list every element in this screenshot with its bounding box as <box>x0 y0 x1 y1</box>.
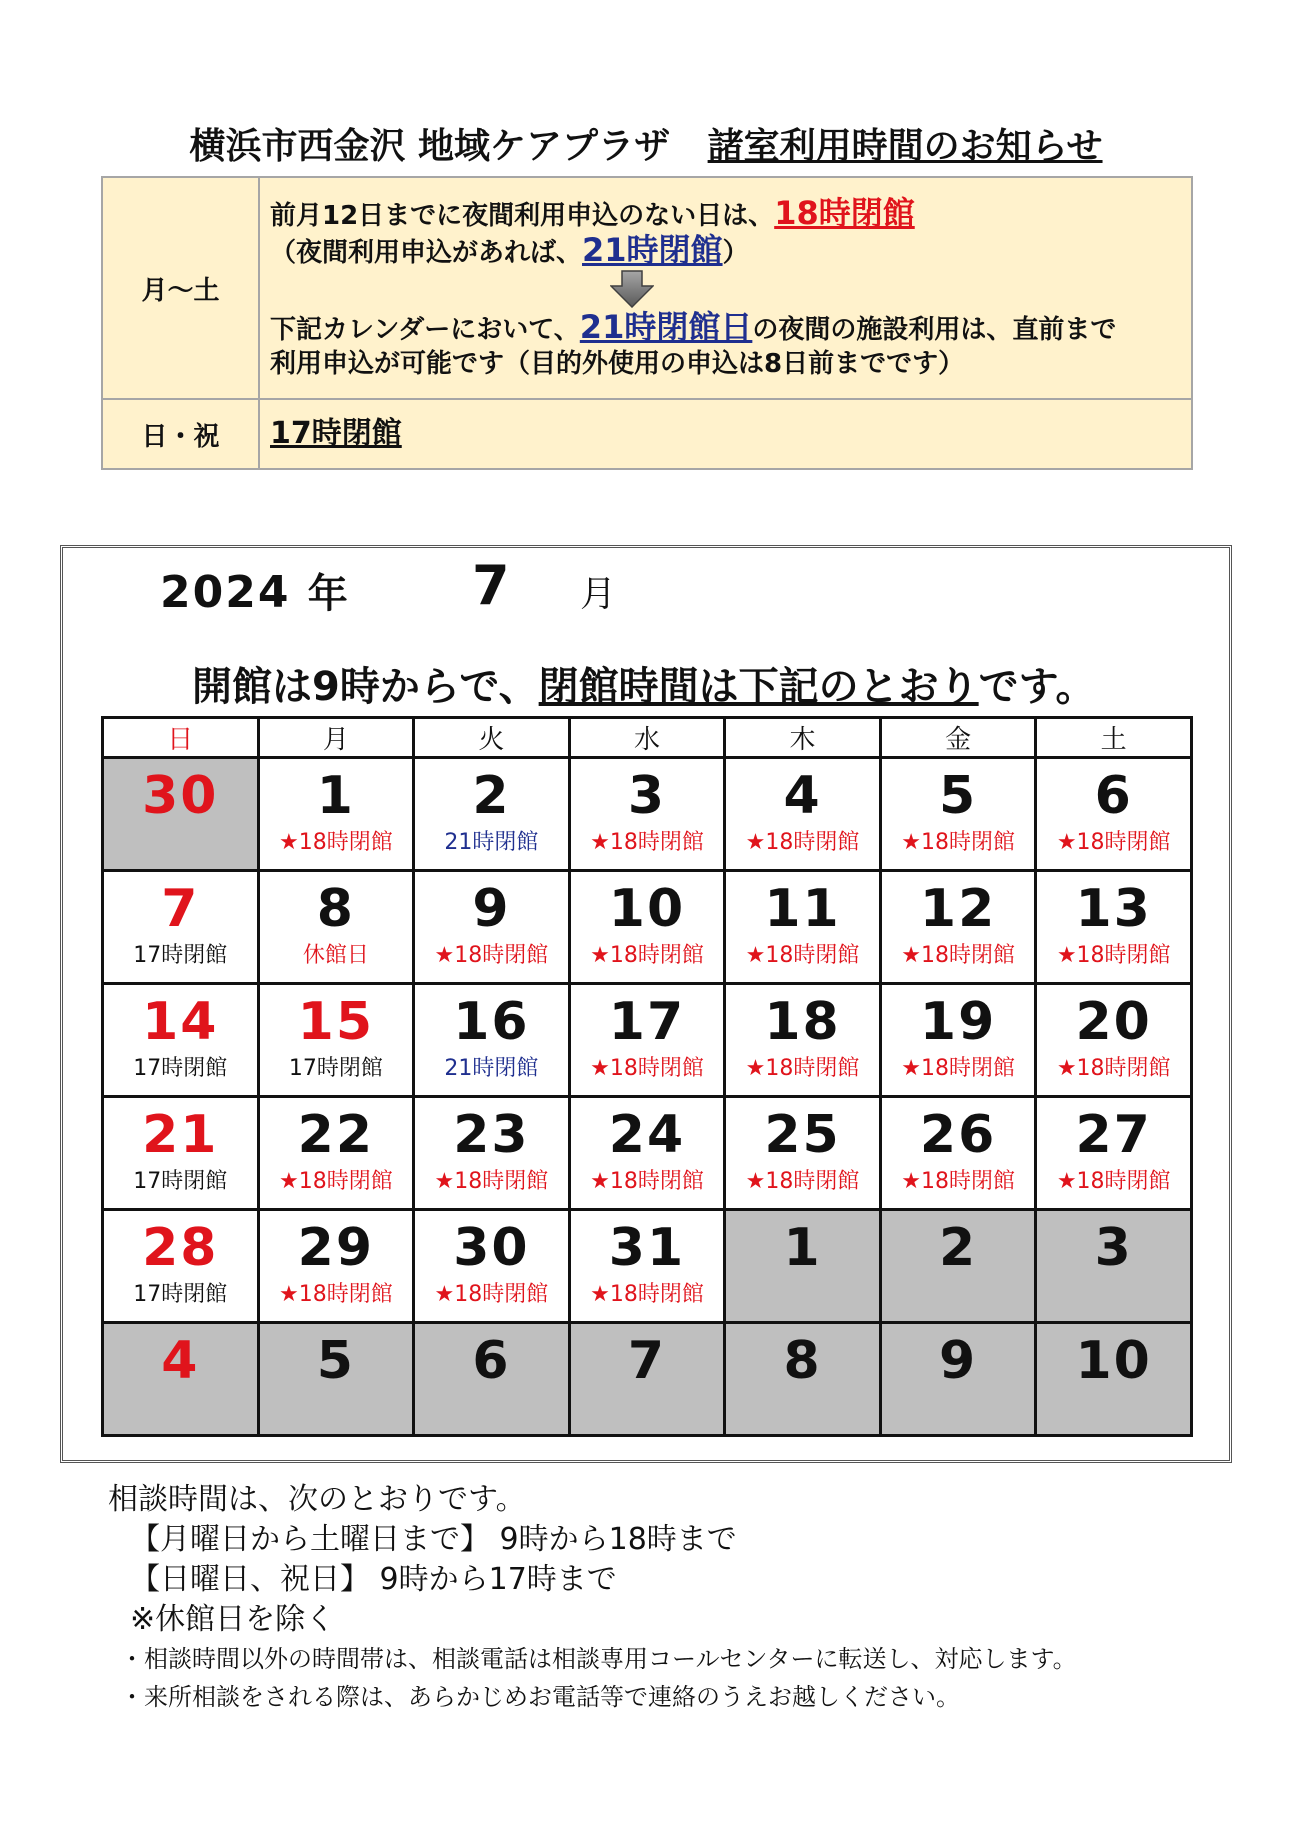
title-subject: 諸室利用時間のお知らせ <box>707 126 1103 167</box>
closing-time-label: 17時閉館 <box>133 1282 228 1307</box>
visit-note: ・来所相談をされる際は、あらかじめお電話等で連絡のうえお越しください。 <box>120 1683 960 1711</box>
day-number: 29 <box>297 1218 375 1278</box>
calendar-body <box>103 758 1192 1436</box>
calendar-day-cell <box>725 984 881 1097</box>
day-number: 25 <box>764 1105 841 1165</box>
weekday-header: 金 <box>880 718 1036 758</box>
closing-time-label: ★18時閉館 <box>1056 1056 1171 1081</box>
closing-time-label: ★18時閉館 <box>1056 1169 1171 1194</box>
day-number: 9 <box>939 1331 978 1391</box>
calendar-day-cell <box>103 1323 259 1436</box>
calendar-day-cell <box>1036 871 1192 984</box>
calendar-day-cell <box>725 1097 881 1210</box>
closing-time-label: ★18時閉館 <box>278 830 393 855</box>
calendar-day-cell <box>414 758 570 871</box>
calendar-day-cell <box>258 758 414 871</box>
notice-emphasis: 閉館時間は下記のとおり <box>538 664 979 710</box>
closing-time-label: 17時閉館 <box>133 943 228 968</box>
closing-time-label: ★18時閉館 <box>434 1282 549 1307</box>
day-number: 1 <box>316 766 355 826</box>
calendar-day-cell <box>569 1210 725 1323</box>
day-number: 22 <box>297 1105 375 1165</box>
calendar-day-cell <box>103 871 259 984</box>
calendar-day-cell <box>414 1323 570 1436</box>
weekday-header: 木 <box>725 718 881 758</box>
closing-time-label: ★18時閉館 <box>745 1056 860 1081</box>
calendar-week-row <box>103 758 1192 871</box>
calendar-day-cell <box>880 984 1036 1097</box>
closing-time-label: ★18時閉館 <box>901 1169 1015 1194</box>
day-number: 10 <box>608 879 686 939</box>
info-line-3-post: の夜間の施設利用は、直前まで <box>752 314 1117 345</box>
consultation-intro: 相談時間は、次のとおりです。 <box>108 1482 526 1517</box>
calendar-day-cell <box>880 871 1036 984</box>
day-number: 6 <box>1094 766 1133 826</box>
calendar-day-cell <box>414 1210 570 1323</box>
calendar-grid <box>101 716 1193 1437</box>
hours-info-table <box>101 176 1193 470</box>
weekday-header: 日 <box>103 718 259 758</box>
info-line-1-text: 前月12日までに夜間利用申込のない日は、 <box>270 200 775 231</box>
day-number: 10 <box>1075 1331 1152 1391</box>
closing-time-label: 17時閉館 <box>133 1169 228 1194</box>
info-line-2-text: （夜間利用申込があれば、 <box>270 237 583 268</box>
day-number: 19 <box>919 992 997 1052</box>
closing-time-label: 21時閉館 <box>444 830 539 855</box>
year-unit: 年 <box>307 571 350 617</box>
calendar-day-cell <box>414 984 570 1097</box>
calendar-day-cell <box>103 1210 259 1323</box>
day-number: 1 <box>783 1218 822 1278</box>
day-number: 31 <box>608 1218 686 1278</box>
calendar-day-cell <box>725 758 881 871</box>
day-number: 2 <box>472 766 511 826</box>
calendar-day-cell <box>258 1097 414 1210</box>
day-number: 3 <box>1094 1218 1133 1278</box>
calendar-day-cell <box>1036 1210 1192 1323</box>
day-number: 2 <box>939 1218 978 1278</box>
year-number: 2024 <box>160 567 291 618</box>
closing-time-label: ★18時閉館 <box>745 943 860 968</box>
notice-text: 開館は9時からで、 <box>192 664 539 710</box>
weekday-description <box>259 177 1192 399</box>
day-number: 8 <box>783 1331 822 1391</box>
info-line-3 <box>270 307 1191 347</box>
closing-time-label: ★18時閉館 <box>901 1056 1015 1081</box>
closing-time-label: ★18時閉館 <box>745 1169 860 1194</box>
calendar-day-cell <box>569 1323 725 1436</box>
day-number: 5 <box>939 766 978 826</box>
calendar-day-cell <box>414 1097 570 1210</box>
day-number: 11 <box>764 879 841 939</box>
day-number: 9 <box>472 879 511 939</box>
calendar-week-row <box>103 984 1192 1097</box>
weekday-header: 土 <box>1036 718 1192 758</box>
notice-end: です。 <box>978 664 1096 710</box>
calendar-day-cell <box>880 758 1036 871</box>
closing-21-emphasis: 21時閉館 <box>582 230 723 269</box>
day-number: 16 <box>453 992 530 1052</box>
info-line-3-text: 下記カレンダーにおいて、 <box>270 314 580 345</box>
calendar-day-cell <box>414 871 570 984</box>
day-number: 23 <box>453 1105 530 1165</box>
closing-time-label: ★18時閉館 <box>590 830 704 855</box>
closing-time-label: ★18時閉館 <box>901 943 1015 968</box>
weekday-header-row <box>103 718 1192 758</box>
day-number: 7 <box>627 1331 667 1391</box>
day-number: 14 <box>142 992 219 1052</box>
day-number: 24 <box>608 1105 686 1165</box>
day-number: 3 <box>627 766 667 826</box>
closing-time-label: ★18時閉館 <box>278 1282 393 1307</box>
closing-18-emphasis: 18時閉館 <box>774 193 915 232</box>
calendar-day-cell <box>258 984 414 1097</box>
closing-time-label: ★18時閉館 <box>434 943 549 968</box>
day-number: 28 <box>142 1218 219 1278</box>
closing-time-label: ★18時閉館 <box>434 1169 549 1194</box>
calendar-day-cell <box>569 758 725 871</box>
weekday-header: 水 <box>569 718 725 758</box>
after-hours-note: ・相談時間以外の時間帯は、相談電話は相談専用コールセンターに転送し、対応します。 <box>120 1645 1077 1673</box>
day-number: 4 <box>161 1331 200 1391</box>
closing-time-label: ★18時閉館 <box>1056 943 1171 968</box>
day-number: 17 <box>608 992 686 1052</box>
closing-time-label: ★18時閉館 <box>278 1169 393 1194</box>
day-number: 27 <box>1075 1105 1152 1165</box>
info-line-4: 利用申込が可能です（目的外使用の申込は8日前までです） <box>270 348 965 379</box>
day-number: 30 <box>453 1218 530 1278</box>
day-number: 21 <box>142 1105 219 1165</box>
calendar-week-row <box>103 1210 1192 1323</box>
closing-time-label: ★18時閉館 <box>1056 830 1171 855</box>
calendar-day-cell <box>1036 1323 1192 1436</box>
weekday-label: 月～土 <box>102 177 259 399</box>
weekday-header: 月 <box>258 718 414 758</box>
closing-time-label: ★18時閉館 <box>590 1282 704 1307</box>
closed-day-exclusion: ※休館日を除く <box>130 1602 336 1637</box>
down-arrow-icon <box>270 270 1191 310</box>
calendar-day-cell <box>1036 758 1192 871</box>
calendar-week-row <box>103 871 1192 984</box>
info-line-2 <box>270 230 1191 270</box>
holiday-row <box>102 399 1192 469</box>
calendar-day-cell <box>1036 984 1192 1097</box>
day-number: 12 <box>919 879 997 939</box>
info-line-1 <box>270 193 1191 233</box>
day-number: 18 <box>764 992 841 1052</box>
calendar-day-cell <box>725 1323 881 1436</box>
holiday-value <box>259 399 1192 469</box>
opening-notice <box>192 655 1095 712</box>
day-number: 6 <box>472 1331 511 1391</box>
day-number: 13 <box>1075 879 1152 939</box>
holiday-consultation-hours: 【日曜日、祝日】 9時から17時まで <box>130 1562 617 1597</box>
day-number: 20 <box>1075 992 1152 1052</box>
closing-time-label: 17時閉館 <box>288 1056 383 1081</box>
calendar-day-cell <box>103 758 259 871</box>
calendar-day-cell <box>880 1323 1036 1436</box>
calendar-year <box>160 562 350 619</box>
calendar-day-cell <box>880 1097 1036 1210</box>
calendar-day-cell <box>725 871 881 984</box>
page-title <box>0 118 1292 169</box>
closing-time-label: 17時閉館 <box>133 1056 228 1081</box>
weekday-consultation-hours: 【月曜日から土曜日まで】 9時から18時まで <box>130 1522 737 1557</box>
closing-time-label: 休館日 <box>302 943 369 968</box>
day-number: 15 <box>297 992 375 1052</box>
calendar-month: 7 <box>472 554 510 617</box>
calendar-day-cell <box>103 1097 259 1210</box>
closing-time-label: ★18時閉館 <box>590 1169 704 1194</box>
calendar-week-row <box>103 1323 1192 1436</box>
month-unit: 月 <box>580 574 617 615</box>
holiday-closing-text: 17時閉館 <box>270 415 402 451</box>
weekday-row <box>102 177 1192 399</box>
calendar-day-cell <box>569 871 725 984</box>
consultation-info <box>108 1480 1077 1716</box>
calendar-day-cell <box>258 1323 414 1436</box>
closing-21-day-emphasis: 21時閉館日 <box>579 307 753 346</box>
closing-time-label: 21時閉館 <box>444 1056 539 1081</box>
calendar-day-cell <box>103 984 259 1097</box>
weekday-header: 火 <box>414 718 570 758</box>
calendar-day-cell <box>258 1210 414 1323</box>
calendar-day-cell <box>880 1210 1036 1323</box>
closing-time-label: ★18時閉館 <box>590 1056 704 1081</box>
closing-time-label: ★18時閉館 <box>745 830 860 855</box>
day-number: 5 <box>316 1331 355 1391</box>
title-facility: 横浜市西金沢 地域ケアプラザ <box>189 126 670 167</box>
calendar-week-row <box>103 1097 1192 1210</box>
day-number: 7 <box>161 879 200 939</box>
calendar-day-cell <box>1036 1097 1192 1210</box>
calendar-day-cell <box>569 984 725 1097</box>
holiday-label: 日・祝 <box>102 399 259 469</box>
day-number: 8 <box>316 879 355 939</box>
day-number: 26 <box>919 1105 997 1165</box>
day-number: 30 <box>142 766 219 826</box>
closing-time-label: ★18時閉館 <box>901 830 1015 855</box>
calendar-day-cell <box>725 1210 881 1323</box>
closing-time-label: ★18時閉館 <box>590 943 704 968</box>
calendar-day-cell <box>569 1097 725 1210</box>
info-line-2-close: ） <box>722 237 749 268</box>
calendar-day-cell <box>258 871 414 984</box>
day-number: 4 <box>783 766 822 826</box>
